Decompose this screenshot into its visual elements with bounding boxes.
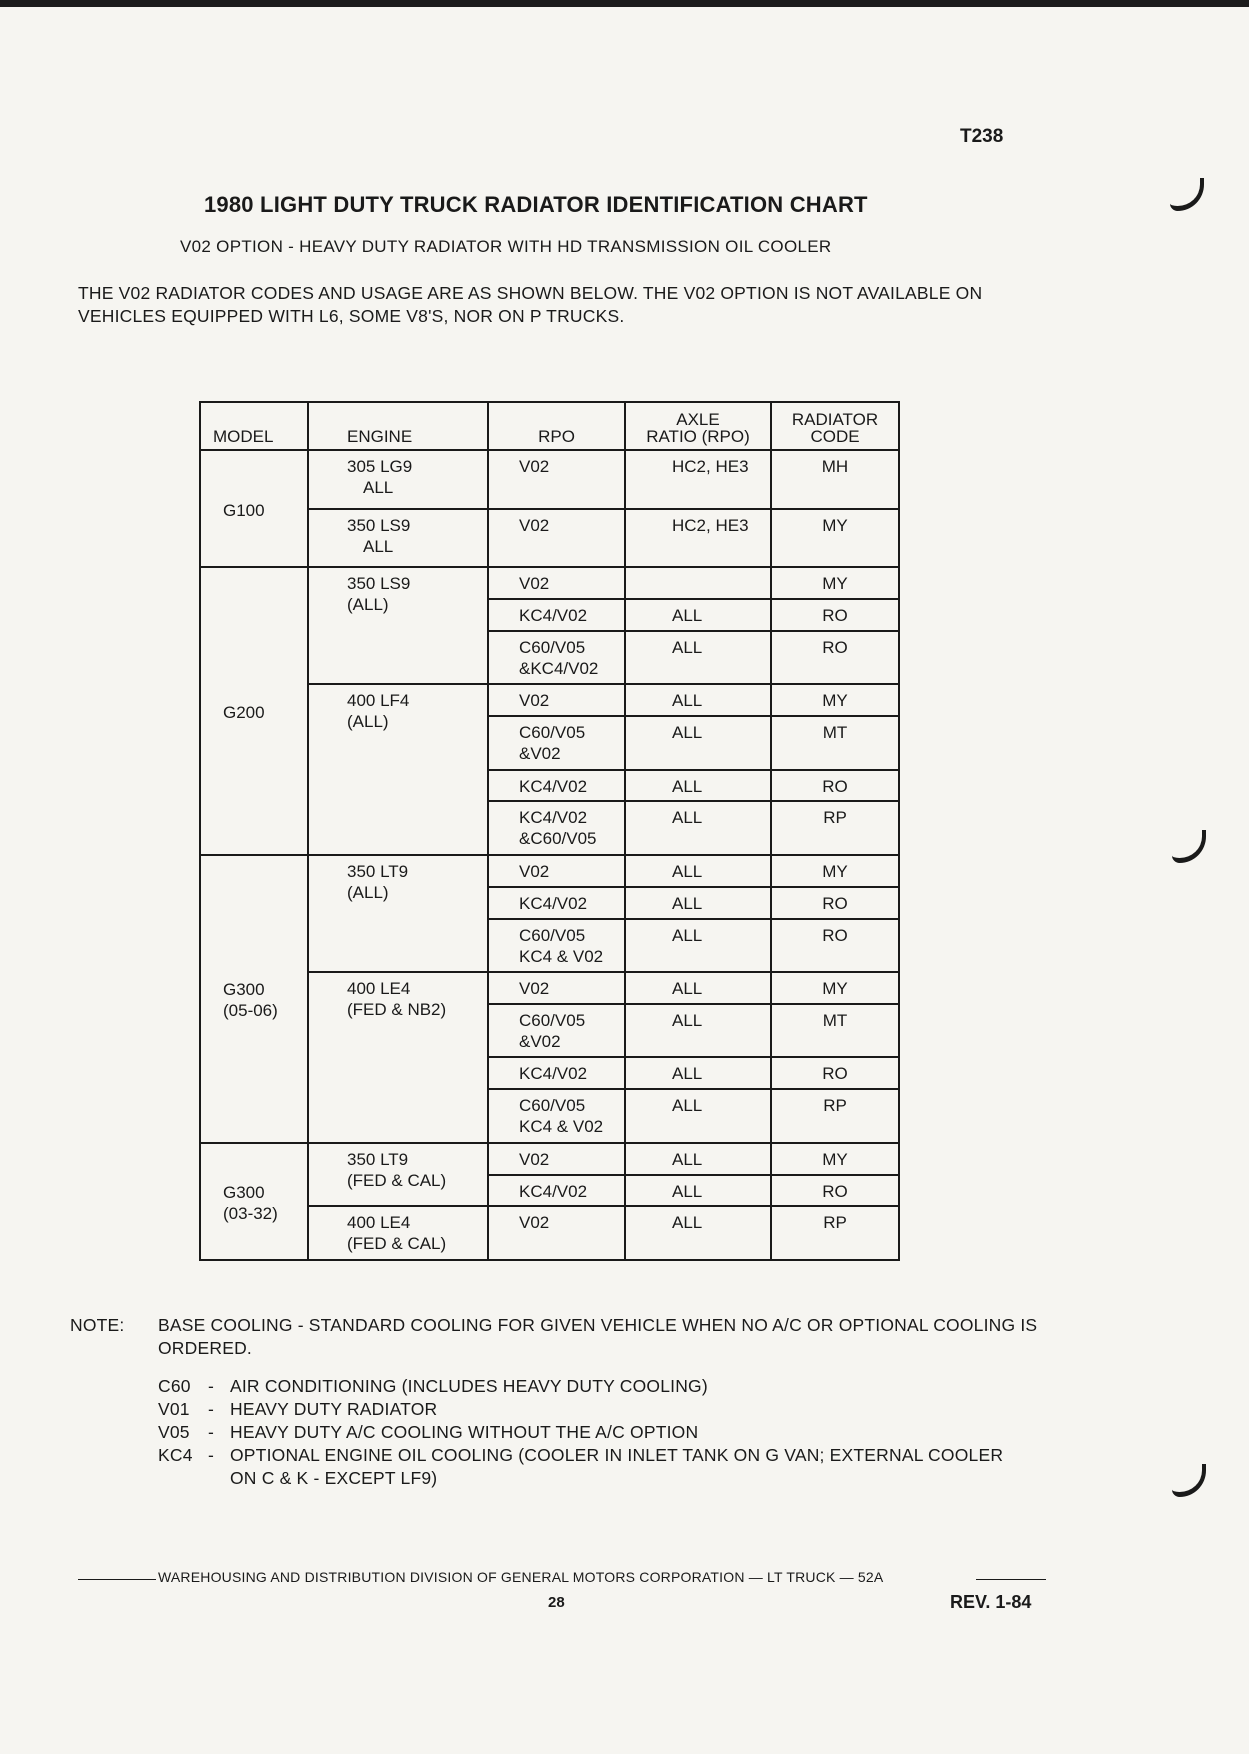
rpo-value-cont: &C60/V05 [519, 829, 597, 849]
axle-ratio-cell: ALL [625, 599, 771, 631]
rpo-value-cont: &KC4/V02 [519, 658, 599, 678]
legend-code: V05 [158, 1422, 190, 1442]
model-name: G300 [223, 1182, 265, 1202]
radiator-code-cell: RO [771, 919, 899, 972]
radiator-code-cell: RO [771, 1175, 899, 1207]
rpo-cell [488, 1175, 625, 1207]
rpo-cell [488, 684, 625, 716]
header-model: MODEL [200, 402, 308, 450]
page-subtitle: V02 OPTION - HEAVY DUTY RADIATOR WITH HD TRANSMISSION OIL COOLER [180, 237, 832, 256]
legend-item [158, 1444, 1058, 1490]
rpo-value: C60/V05 [519, 723, 586, 743]
model-name: G100 [223, 500, 265, 520]
binder-hole-mark [1170, 178, 1204, 211]
engine-name: 350 LT9 [347, 861, 409, 881]
radiator-code-cell: RP [771, 801, 899, 854]
model-name: G200 [223, 703, 265, 723]
axle-ratio-cell: ALL [625, 1175, 771, 1207]
code-legend [158, 1375, 1058, 1490]
engine-application: ALL [363, 478, 394, 497]
rpo-value: V02 [519, 979, 550, 999]
engine-application: (ALL) [347, 712, 389, 732]
axle-ratio-cell: HC2, HE3 [625, 450, 771, 509]
engine-cell [308, 509, 488, 568]
rpo-value: V02 [519, 1213, 550, 1233]
engine-name: 350 LS9 [347, 574, 411, 594]
rpo-cell [488, 855, 625, 887]
axle-ratio-cell: ALL [625, 801, 771, 854]
rpo-value: KC4/V02 [519, 808, 588, 828]
model-cell [200, 450, 308, 567]
engine-name: 400 LE4 [347, 979, 411, 999]
legend-dash: - [208, 1399, 215, 1419]
engine-application: (FED & CAL) [347, 1170, 447, 1190]
rpo-cell [488, 1004, 625, 1057]
axle-ratio-cell: ALL [625, 919, 771, 972]
radiator-code-cell: MH [771, 450, 899, 509]
note-block [70, 1314, 1070, 1364]
engine-cell [308, 1143, 488, 1207]
radiator-code-cell: RO [771, 770, 899, 802]
axle-ratio-cell: ALL [625, 1089, 771, 1142]
rpo-cell [488, 509, 625, 568]
axle-ratio-cell: ALL [625, 631, 771, 684]
radiator-code-cell: MT [771, 716, 899, 769]
rpo-cell [488, 716, 625, 769]
radiator-code-cell: MY [771, 567, 899, 599]
rpo-value: V02 [519, 574, 550, 594]
table-row [200, 567, 899, 599]
legend-desc: HEAVY DUTY A/C COOLING WITHOUT THE A/C OPTION [230, 1422, 699, 1442]
rpo-value: KC4/V02 [519, 1064, 588, 1084]
axle-ratio-cell: ALL [625, 684, 771, 716]
engine-cell [308, 972, 488, 1143]
rpo-value: V02 [519, 861, 550, 881]
engine-application: (ALL) [347, 882, 389, 902]
rpo-cell [488, 450, 625, 509]
engine-name: 350 LS9 [347, 515, 411, 535]
note-text: BASE COOLING - STANDARD COOLING FOR GIVEN VEHICLE WHEN NO A/C OR OPTIONAL COOLING IS ORDERED. [158, 1315, 1038, 1358]
radiator-code-cell: RO [771, 887, 899, 919]
axle-ratio-cell: ALL [625, 1004, 771, 1057]
header-engine: ENGINE [308, 402, 488, 450]
axle-ratio-cell: ALL [625, 716, 771, 769]
axle-ratio-cell: ALL [625, 887, 771, 919]
engine-cell [308, 450, 488, 509]
engine-name: 305 LG9 [347, 457, 413, 476]
rpo-cell [488, 1089, 625, 1142]
rpo-value: KC4/V02 [519, 893, 588, 913]
engine-application: (FED & CAL) [347, 1234, 447, 1254]
revision-label: REV. 1-84 [950, 1592, 1032, 1612]
legend-dash: - [208, 1445, 215, 1465]
rpo-cell [488, 919, 625, 972]
rpo-value: C60/V05 [519, 1096, 586, 1116]
axle-ratio-cell: ALL [625, 855, 771, 887]
footer-text: WAREHOUSING AND DISTRIBUTION DIVISION OF GENERAL MOTORS CORPORATION — LT TRUCK — 52A [158, 1569, 884, 1585]
radiator-code-cell: MY [771, 855, 899, 887]
page-title: 1980 LIGHT DUTY TRUCK RADIATOR IDENTIFICATION CHART [204, 192, 868, 217]
axle-ratio-cell: ALL [625, 1206, 771, 1260]
table-row [200, 855, 899, 887]
rpo-value-cont: &V02 [519, 744, 561, 764]
engine-name: 400 LF4 [347, 691, 410, 711]
model-range: (03-32) [223, 1203, 278, 1223]
legend-item [158, 1421, 1058, 1444]
table-row [200, 450, 899, 509]
legend-code: C60 [158, 1376, 191, 1396]
radiator-code-cell: MY [771, 1143, 899, 1175]
binder-hole-mark [1172, 1464, 1206, 1497]
page-id: T238 [960, 126, 1004, 147]
radiator-code-cell: RO [771, 1057, 899, 1089]
radiator-chart-table [199, 401, 900, 1261]
legend-desc: OPTIONAL ENGINE OIL COOLING (COOLER IN INLET TANK ON G VAN; EXTERNAL COOLER ON C & K - EXCEPT LF9) [230, 1445, 1004, 1488]
legend-dash: - [208, 1422, 215, 1442]
axle-ratio-cell: ALL [625, 770, 771, 802]
footer-rule-left [78, 1579, 156, 1580]
axle-ratio-cell: HC2, HE3 [625, 509, 771, 568]
engine-cell [308, 1206, 488, 1260]
rpo-cell [488, 887, 625, 919]
rpo-value: KC4/V02 [519, 606, 588, 626]
engine-cell [308, 855, 488, 972]
legend-item [158, 1398, 1058, 1421]
model-cell [200, 1143, 308, 1260]
engine-application: ALL [363, 536, 394, 556]
header-rpo: RPO [488, 402, 625, 450]
rpo-value: V02 [519, 457, 550, 476]
header-axle-ratio: AXLE RATIO (RPO) [625, 402, 771, 450]
rpo-value: C60/V05 [519, 637, 586, 657]
radiator-code-cell: RO [771, 631, 899, 684]
rpo-cell [488, 1143, 625, 1175]
rpo-cell [488, 631, 625, 684]
rpo-cell [488, 770, 625, 802]
radiator-code-cell: RP [771, 1089, 899, 1142]
legend-desc: AIR CONDITIONING (INCLUDES HEAVY DUTY COOLING) [230, 1376, 708, 1396]
rpo-value: V02 [519, 515, 550, 535]
intro-paragraph: THE V02 RADIATOR CODES AND USAGE ARE AS SHOWN BELOW. THE V02 OPTION IS NOT AVAILABLE ON VEHICLES EQUIPPED WITH L6, SOME V8'S, NOR ON P TRUCKS. [78, 283, 983, 326]
model-cell [200, 855, 308, 1143]
rpo-cell [488, 801, 625, 854]
header-radiator-code: RADIATOR CODE [771, 402, 899, 450]
engine-name: 350 LT9 [347, 1149, 409, 1169]
rpo-cell [488, 567, 625, 599]
axle-ratio-cell [625, 567, 771, 599]
radiator-code-cell: MY [771, 972, 899, 1004]
radiator-code-cell: MY [771, 684, 899, 716]
rpo-value: C60/V05 [519, 925, 586, 945]
rpo-value-cont: &V02 [519, 1031, 561, 1051]
rpo-value: C60/V05 [519, 1010, 586, 1030]
model-range: (05-06) [223, 1001, 278, 1021]
engine-cell [308, 567, 488, 684]
axle-ratio-cell: ALL [625, 1143, 771, 1175]
radiator-code-cell: RO [771, 599, 899, 631]
radiator-code-cell: RP [771, 1206, 899, 1260]
rpo-cell [488, 1057, 625, 1089]
rpo-value: V02 [519, 691, 550, 711]
footer-rule-right [976, 1579, 1046, 1580]
top-edge-bar [0, 0, 1249, 7]
rpo-value-cont: KC4 & V02 [519, 1117, 604, 1137]
header-row [200, 402, 899, 450]
axle-ratio-cell: ALL [625, 1057, 771, 1089]
rpo-cell [488, 972, 625, 1004]
table-row [200, 1143, 899, 1175]
legend-item [158, 1375, 1058, 1398]
radiator-code-cell: MT [771, 1004, 899, 1057]
legend-dash: - [208, 1376, 215, 1396]
engine-application: (FED & NB2) [347, 1000, 447, 1020]
page-number: 28 [548, 1594, 565, 1611]
radiator-code-cell: MY [771, 509, 899, 568]
legend-code: KC4 [158, 1445, 193, 1465]
rpo-value: V02 [519, 1149, 550, 1169]
engine-name: 400 LE4 [347, 1213, 411, 1233]
rpo-cell [488, 599, 625, 631]
model-name: G300 [223, 980, 265, 1000]
rpo-value: KC4/V02 [519, 776, 588, 796]
engine-application: (ALL) [347, 595, 389, 615]
note-label: NOTE: [70, 1315, 125, 1335]
rpo-cell [488, 1206, 625, 1260]
engine-cell [308, 684, 488, 855]
axle-ratio-cell: ALL [625, 972, 771, 1004]
binder-hole-mark [1172, 830, 1206, 863]
rpo-value-cont: KC4 & V02 [519, 946, 604, 966]
legend-desc: HEAVY DUTY RADIATOR [230, 1399, 438, 1419]
rpo-value: KC4/V02 [519, 1181, 588, 1201]
legend-code: V01 [158, 1399, 190, 1419]
model-cell [200, 567, 308, 855]
